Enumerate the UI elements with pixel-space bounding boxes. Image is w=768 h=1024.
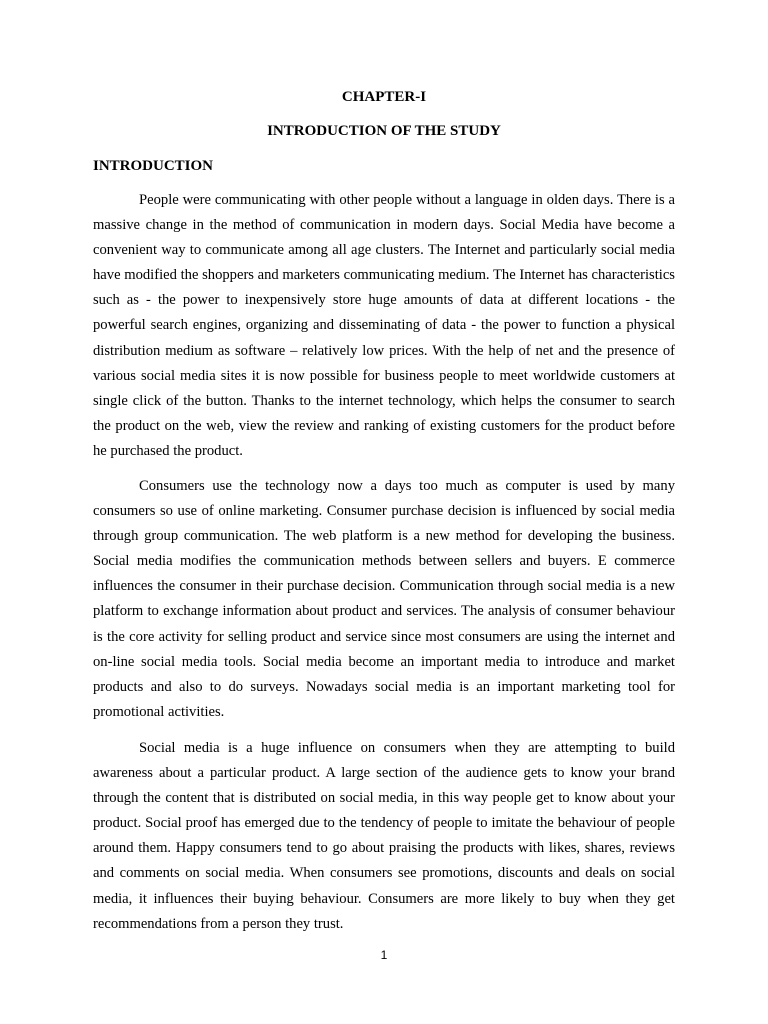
section-heading: INTRODUCTION <box>93 158 214 174</box>
page-number: 1 <box>380 948 388 962</box>
chapter-label: CHAPTER-I <box>341 89 427 105</box>
paragraph-3: Social media is a huge influence on consumers when they are attempting to build awareness about a particular product. A large section of the audience gets to know your brand through the content that is distributed on social media, in this way people get to know about your product. Social proof has emerged due to the tendency of people to imitate the behaviour of people around them. Happy consumers tend to go about praising the products with likes, shares, reviews and comments on social media. When consumers see promotions, discounts and deals on social media, it influences their buying behaviour. Consumers are more likely to buy when they get recommendations from a person they trust. <box>93 740 675 932</box>
paragraph-1: People were communicating with other people without a language in olden days. There is a massive change in the method of communication in modern days. Social Media have become a convenient way to communicate among all age clusters. The Internet and particularly social media have modified the shoppers and marketers communicating medium. The Internet has characteristics such as - the power to inexpensively store huge amounts of data at different locations - the powerful search engines, organizing and disseminating of data - the power to function a physical distribution medium as software – relatively low prices. With the help of net and the presence of various social media sites it is now possible for business people to meet worldwide customers at single click of the button. Thanks to the internet technology, which helps the consumer to search the product on the web, view the review and ranking of existing customers for the product before he purchased the product. <box>93 192 675 459</box>
page-title: INTRODUCTION OF THE STUDY <box>267 123 501 139</box>
paragraph-2: Consumers use the technology now a days too much as computer is used by many consumers so use of online marketing. Consumer purchase decision is influenced by social media through group communication. The web platform is a new method for developing the business. Social media modifies the communication methods between sellers and buyers. E commerce influences the consumer in their purchase decision. Communication through social media is a new platform to exchange information about product and services. The analysis of consumer behaviour is the core activity for selling product and service since most consumers are using the internet and on-line social media tools. Social media become an important media to introduce and market products and also to do surveys. Nowadays social media is an important marketing tool for promotional activities. <box>93 478 675 720</box>
document-page <box>93 0 675 1024</box>
